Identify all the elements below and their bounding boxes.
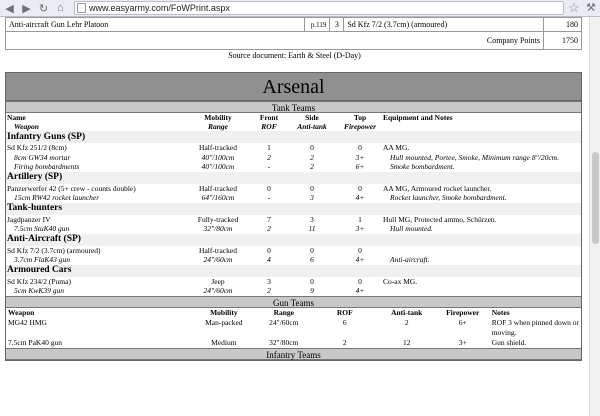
column-header: Weapon bbox=[14, 122, 39, 131]
side-or-antitank-cell: 9 bbox=[310, 286, 314, 296]
notes-cell bbox=[382, 286, 581, 296]
tank-teams-header: Tank Teams bbox=[6, 101, 581, 113]
mobility-cell: Medium bbox=[211, 337, 237, 347]
column-header: Front bbox=[259, 113, 279, 122]
empty-cell bbox=[192, 328, 256, 338]
category-title: Anti-Aircraft (SP) bbox=[6, 234, 581, 246]
mobility-cell: 24"/60cm bbox=[203, 255, 233, 265]
front-or-rof-cell: 3 bbox=[267, 276, 271, 286]
empty-cell bbox=[378, 328, 436, 338]
home-icon[interactable]: ⌂ bbox=[57, 2, 64, 14]
front-or-rof-cell: 4 bbox=[267, 255, 271, 265]
notes-cell: ROF 3 when pinned down or bbox=[491, 317, 579, 327]
mobility-cell: 64"/160cm bbox=[201, 193, 235, 203]
front-or-rof-cell: 0 bbox=[267, 183, 271, 193]
side-or-antitank-cell: 0 bbox=[310, 276, 314, 286]
empty-cell bbox=[256, 328, 312, 338]
gun-row-continuation bbox=[6, 328, 581, 338]
column-header: Range bbox=[273, 307, 294, 317]
mobility-cell: 24"/60cm bbox=[203, 286, 233, 296]
front-or-rof-cell: - bbox=[267, 162, 271, 172]
side-or-antitank-cell: 3 bbox=[310, 193, 314, 203]
page-icon bbox=[77, 3, 86, 13]
top-or-firepower-cell: 1 bbox=[358, 214, 362, 224]
empty-cell bbox=[312, 328, 378, 338]
gun-row bbox=[6, 338, 581, 348]
notes-cell: Anti-aircraft. bbox=[390, 255, 430, 265]
scrollbar-thumb[interactable] bbox=[592, 152, 599, 244]
name-cell: Sd Kfz 251/2 (8cm) bbox=[7, 143, 67, 153]
front-or-rof-cell: 2 bbox=[267, 286, 271, 296]
weapon-row bbox=[6, 193, 581, 203]
side-or-antitank-cell: 0 bbox=[310, 245, 314, 255]
top-or-firepower-cell: 6+ bbox=[355, 162, 365, 172]
name-cell: Panzerwerfer 42 (5+ crew - counts double) bbox=[7, 183, 136, 193]
gun-teams-table bbox=[6, 308, 581, 348]
notes-cell bbox=[382, 246, 581, 256]
name-cell: Jagdpanzer IV bbox=[7, 214, 51, 224]
mobility-cell: Half-tracked bbox=[199, 183, 237, 193]
column-header: Top bbox=[353, 113, 367, 122]
notes-cell: Hull mounted, Portee, Smoke, Minimum range 8"/20cm. bbox=[390, 152, 559, 162]
notes-cell: Gun shield. bbox=[491, 337, 527, 347]
column-header: Equipment and Notes bbox=[383, 113, 453, 122]
column-header: Anti-tank bbox=[391, 307, 423, 317]
name-cell: 5cm KwK39 gun bbox=[14, 286, 65, 296]
name-cell: Sd Kfz 7/2 (3.7cm) (armoured) bbox=[7, 245, 101, 255]
empty-cell bbox=[382, 122, 581, 131]
side-or-antitank-cell: 2 bbox=[310, 162, 314, 172]
notes-cell: moving. bbox=[491, 327, 517, 337]
tank-header-row bbox=[6, 113, 581, 122]
name-cell: 8cm GW34 mortar bbox=[14, 152, 71, 162]
notes-cell: Hull mounted. bbox=[390, 224, 433, 234]
wrench-icon[interactable]: ⚒ bbox=[586, 2, 596, 14]
team-count: 3 bbox=[330, 18, 344, 32]
front-or-rof-cell: 7 bbox=[267, 214, 271, 224]
side-or-antitank-cell: 0 bbox=[310, 183, 314, 193]
top-or-firepower-cell: 0 bbox=[358, 143, 362, 153]
category-row bbox=[6, 265, 581, 277]
platoon-points: 180 bbox=[544, 18, 582, 32]
mobility-cell: 32"/80cm bbox=[203, 224, 233, 234]
source-document: Source document: Earth & Steel (D-Day) bbox=[228, 51, 361, 60]
column-header: Mobility bbox=[204, 113, 232, 122]
notes-cell: AA MG. bbox=[383, 143, 410, 153]
notes-cell: AA MG, Armoured rocket launcher. bbox=[383, 183, 492, 193]
front-or-rof-cell: 0 bbox=[267, 245, 271, 255]
category-row bbox=[6, 172, 581, 184]
vehicle-row bbox=[6, 246, 581, 256]
browser-toolbar bbox=[0, 0, 600, 17]
weapon-cell: MG42 HMG bbox=[8, 317, 47, 327]
table-row bbox=[6, 32, 582, 50]
table-row bbox=[6, 18, 582, 32]
company-summary-table bbox=[5, 17, 582, 50]
top-or-firepower-cell: 4+ bbox=[355, 286, 365, 296]
antitank-cell: 2 bbox=[404, 317, 409, 327]
gun-header-row bbox=[6, 308, 581, 318]
side-or-antitank-cell: 11 bbox=[308, 224, 316, 234]
url-text: www.easyarmy.com/FoWPrint.aspx bbox=[89, 3, 230, 13]
range-cell: 32"/80cm bbox=[269, 337, 299, 347]
front-or-rof-cell: 1 bbox=[267, 143, 271, 153]
name-cell: Sd Kfz 234/2 (Puma) bbox=[7, 276, 71, 286]
empty-cell bbox=[436, 328, 490, 338]
mobility-cell: Fully-tracked bbox=[197, 214, 239, 224]
column-header: Name bbox=[7, 113, 26, 122]
notes-cell: Smoke bombardment. bbox=[390, 162, 455, 172]
notes-cell: Rocket launcher, Smoke bombardment. bbox=[390, 193, 507, 203]
front-or-rof-cell: 2 bbox=[267, 152, 271, 162]
notes-cell: Co-ax MG. bbox=[383, 276, 418, 286]
vertical-scrollbar[interactable] bbox=[589, 17, 600, 416]
front-or-rof-cell: - bbox=[267, 193, 271, 203]
top-or-firepower-cell: 3+ bbox=[355, 152, 365, 162]
weapon-row bbox=[6, 162, 581, 172]
gun-row bbox=[6, 318, 581, 328]
category-row bbox=[6, 203, 581, 215]
vehicle-row bbox=[6, 277, 581, 287]
category-row bbox=[6, 234, 581, 246]
column-header: Firepower bbox=[446, 307, 480, 317]
bookmark-star-icon[interactable]: ☆ bbox=[568, 0, 580, 15]
side-or-antitank-cell: 3 bbox=[310, 214, 314, 224]
side-or-antitank-cell: 6 bbox=[310, 255, 314, 265]
column-header: Anti-tank bbox=[297, 122, 327, 131]
top-or-firepower-cell: 3+ bbox=[355, 224, 365, 234]
column-header: Notes bbox=[491, 307, 510, 317]
notes-cell: Hull MG, Protected ammo, Schürzen. bbox=[383, 214, 497, 224]
reload-icon[interactable]: ↻ bbox=[38, 2, 49, 15]
column-header: ROF bbox=[261, 122, 277, 131]
weapon-row bbox=[6, 224, 581, 234]
vehicle-row bbox=[6, 143, 581, 153]
arsenal-title: Arsenal bbox=[6, 73, 581, 101]
side-or-antitank-cell: 0 bbox=[310, 143, 314, 153]
category-title: Infantry Guns (SP) bbox=[6, 131, 581, 143]
name-cell: 3.7cm FlaK43 gun bbox=[14, 255, 71, 265]
firepower-cell: 3+ bbox=[458, 337, 467, 347]
mobility-cell: Half-tracked bbox=[199, 245, 237, 255]
name-cell: 7.5cm StuK40 gun bbox=[14, 224, 70, 234]
gun-teams-header: Gun Teams bbox=[6, 296, 581, 308]
category-title: Armoured Cars bbox=[6, 265, 581, 277]
mobility-cell: Man-packed bbox=[205, 317, 243, 327]
category-title: Artillery (SP) bbox=[6, 172, 581, 184]
category-title: Tank-hunters bbox=[6, 203, 581, 215]
company-points-label: Company Points bbox=[6, 32, 544, 50]
infantry-teams-header: Infantry Teams bbox=[6, 348, 581, 360]
name-cell: 15cm RW42 rocket launcher bbox=[14, 193, 100, 203]
column-header: Range bbox=[207, 122, 228, 131]
top-or-firepower-cell: 0 bbox=[358, 245, 362, 255]
mobility-cell: Jeep bbox=[211, 276, 225, 286]
rof-cell: 6 bbox=[342, 317, 347, 327]
column-header: Firepower bbox=[343, 122, 377, 131]
forward-arrow-icon[interactable]: ▶ bbox=[22, 2, 31, 15]
antitank-cell: 12 bbox=[402, 337, 411, 347]
arsenal-panel bbox=[5, 72, 582, 361]
category-row bbox=[6, 131, 581, 143]
column-header: Weapon bbox=[8, 307, 35, 317]
tank-header-row bbox=[6, 122, 581, 131]
rof-cell: 2 bbox=[342, 337, 347, 347]
top-or-firepower-cell: 4+ bbox=[355, 255, 365, 265]
top-or-firepower-cell: 4+ bbox=[355, 193, 365, 203]
column-header: ROF bbox=[336, 307, 353, 317]
side-or-antitank-cell: 2 bbox=[310, 152, 314, 162]
weapon-row bbox=[6, 153, 581, 163]
top-or-firepower-cell: 0 bbox=[358, 183, 362, 193]
name-cell: Firing bombardments bbox=[14, 162, 80, 172]
column-header: Side bbox=[305, 113, 319, 122]
vehicle-row bbox=[6, 184, 581, 194]
company-points-value: 1750 bbox=[544, 32, 582, 50]
platoon-option: Sd Kfz 7/2 (3.7cm) (armoured) bbox=[344, 18, 544, 32]
vehicle-row bbox=[6, 215, 581, 225]
weapon-row bbox=[6, 286, 581, 296]
firepower-cell: 6+ bbox=[458, 317, 467, 327]
mobility-cell: Half-tracked bbox=[199, 143, 237, 153]
weapon-cell: 7.5cm PaK40 gun bbox=[8, 337, 62, 347]
range-cell: 24"/60cm bbox=[269, 317, 299, 327]
weapon-row bbox=[6, 255, 581, 265]
back-arrow-icon[interactable]: ◀ bbox=[5, 2, 14, 15]
mobility-cell: 40"/100cm bbox=[201, 152, 235, 162]
platoon-name: Anti-aircraft Gun Lehr Platoon bbox=[6, 18, 305, 32]
tank-teams-table bbox=[6, 113, 581, 296]
page-ref: p.119 bbox=[305, 18, 330, 32]
front-or-rof-cell: 2 bbox=[267, 224, 271, 234]
empty-cell bbox=[6, 328, 192, 338]
page-content bbox=[0, 17, 589, 416]
url-bar[interactable] bbox=[74, 1, 564, 15]
mobility-cell: 40"/100cm bbox=[201, 162, 235, 172]
top-or-firepower-cell: 0 bbox=[358, 276, 362, 286]
column-header: Mobility bbox=[210, 307, 238, 317]
